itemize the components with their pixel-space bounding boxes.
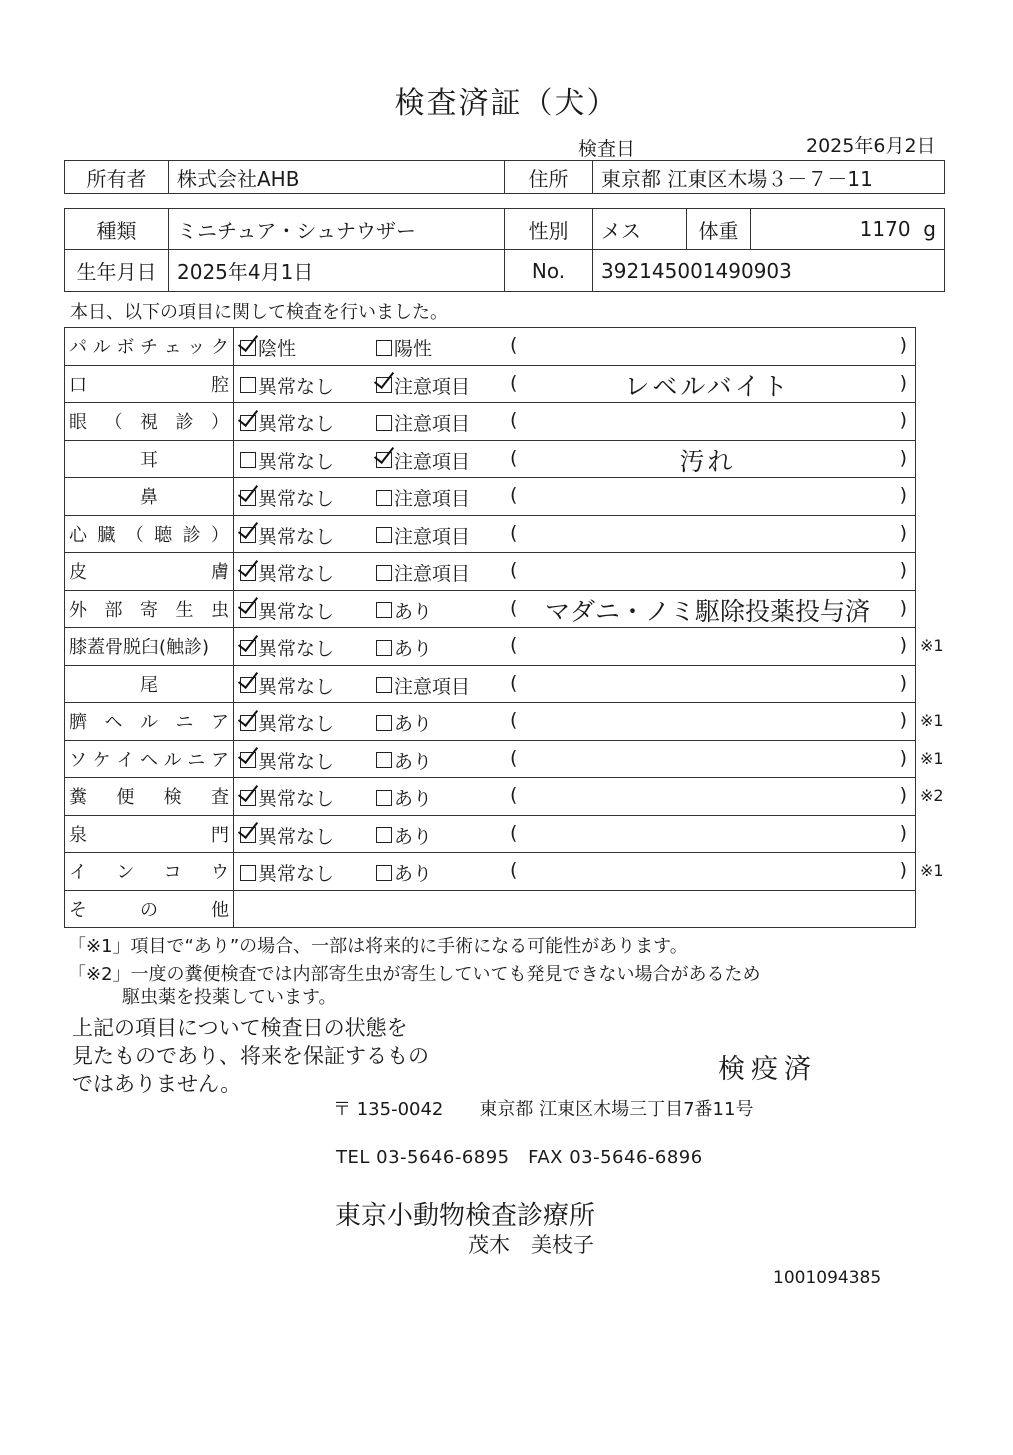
result-option-normal[interactable] <box>240 747 334 774</box>
label-char: 泉 <box>69 824 87 846</box>
birth-label: 生年月日 <box>65 250 169 292</box>
footnote-1: 「※1」項目で“あり”の場合、一部は将来的に手術になる可能性があります。 <box>68 936 688 957</box>
option-label: あり <box>394 825 433 848</box>
label-char: 耳 <box>140 449 158 471</box>
checked-box-icon[interactable] <box>240 565 256 581</box>
label-char: ン <box>116 862 135 884</box>
option-label: あり <box>394 788 433 811</box>
exam-item-label <box>65 590 234 628</box>
exam-result <box>234 553 916 591</box>
disclaimer-line: 見たものであり、将来を保証するもの <box>72 1044 429 1068</box>
result-option-finding[interactable] <box>376 597 432 624</box>
option-label: 異常なし <box>258 375 335 398</box>
option-label: 異常なし <box>258 488 335 511</box>
exam-result <box>234 890 916 928</box>
close-paren: ) <box>899 371 907 394</box>
label-char: ニ <box>175 712 194 734</box>
result-option-finding[interactable] <box>376 409 470 436</box>
footnote-2-cont: 駆虫薬を投薬しています。 <box>122 987 337 1008</box>
result-option-normal[interactable] <box>240 634 334 661</box>
checkbox-icon[interactable] <box>240 865 256 881</box>
exam-item-label <box>65 628 234 666</box>
result-option-finding[interactable] <box>376 522 470 549</box>
open-paren: ( <box>510 446 518 469</box>
breed-label: 種類 <box>65 209 169 250</box>
label-char: 虫 <box>211 599 229 621</box>
exam-item-label <box>65 440 234 478</box>
exam-row <box>65 778 916 816</box>
option-label: 異常なし <box>258 713 335 736</box>
sex-label: 性別 <box>505 209 593 250</box>
option-label: 異常なし <box>258 563 335 586</box>
label-char: 心 <box>69 524 87 546</box>
exam-item-label <box>65 665 234 703</box>
clinic-phone: TEL 03-5646-6895 FAX 03-5646-6896 <box>336 1147 703 1168</box>
disclaimer <box>72 1014 429 1098</box>
checked-box-icon[interactable] <box>240 415 256 431</box>
close-paren: ) <box>899 709 907 732</box>
option-label: 異常なし <box>258 675 335 698</box>
label-char: 口 <box>69 374 87 396</box>
disclaimer-line: ではありません。 <box>72 1072 242 1096</box>
exam-result <box>234 365 916 403</box>
exam-item-label <box>65 778 234 816</box>
label-char: ア <box>210 749 229 771</box>
label-char: ヘ <box>104 712 123 734</box>
reference-mark: ※1 <box>920 711 944 730</box>
exam-row <box>65 440 916 478</box>
label-char: ェ <box>163 337 182 359</box>
label-char: 部 <box>104 599 123 621</box>
option-label: 陽性 <box>394 338 433 361</box>
result-option-normal[interactable] <box>240 822 334 849</box>
exam-result <box>234 328 916 366</box>
label-char: パ <box>69 337 87 359</box>
result-option-normal[interactable] <box>240 334 296 361</box>
checkbox-icon[interactable] <box>240 377 256 393</box>
checkbox-icon[interactable] <box>376 865 392 881</box>
no-label: No. <box>505 250 593 292</box>
option-label: あり <box>394 750 433 773</box>
result-option-finding[interactable] <box>376 484 470 511</box>
close-paren: ) <box>899 746 907 769</box>
exam-result <box>234 440 916 478</box>
exam-row <box>65 365 916 403</box>
label-char: 検 <box>163 787 182 809</box>
label-char: 鼻 <box>140 487 158 509</box>
result-option-finding[interactable] <box>376 559 470 586</box>
remark-note: マダニ・ノミ駆除投薬投与済 <box>544 596 870 626</box>
close-paren: ) <box>899 671 907 694</box>
doctor-name: 茂木 美枝子 <box>468 1233 594 1257</box>
close-paren: ) <box>899 559 907 582</box>
result-option-finding[interactable] <box>376 747 432 774</box>
open-paren: ( <box>510 709 518 732</box>
exam-row <box>65 478 916 516</box>
option-label: 異常なし <box>258 413 335 436</box>
exam-result <box>234 853 916 891</box>
close-paren: ) <box>899 596 907 619</box>
label-char: 生 <box>175 599 194 621</box>
exam-result <box>234 628 916 666</box>
checked-box-icon[interactable] <box>240 340 256 356</box>
open-paren: ( <box>510 334 518 357</box>
remark-note: レベルバイト <box>624 371 791 401</box>
disclaimer-line: 上記の項目について検査日の状態を <box>72 1016 408 1040</box>
exam-date-label: 検査日 <box>578 138 636 160</box>
exam-row <box>65 853 916 891</box>
label-char: 他 <box>211 899 229 921</box>
open-paren: ( <box>510 671 518 694</box>
checked-box-icon[interactable] <box>240 490 256 506</box>
result-option-normal[interactable] <box>240 859 334 886</box>
option-label: 異常なし <box>258 825 335 848</box>
label-char: 診 <box>175 412 194 434</box>
owner-label: 所有者 <box>65 161 169 194</box>
result-option-finding[interactable] <box>376 334 432 361</box>
checked-box-icon[interactable] <box>240 752 256 768</box>
option-label: 異常なし <box>258 600 335 623</box>
label-char: 外 <box>69 599 87 621</box>
label-char: 尾 <box>140 674 158 696</box>
breed-value: ミニチュア・シュナウザー <box>169 209 505 250</box>
exam-row <box>65 553 916 591</box>
checkbox-icon[interactable] <box>376 490 392 506</box>
exam-row <box>65 403 916 441</box>
exam-result <box>234 403 916 441</box>
weight-value: 1170 g <box>751 209 945 250</box>
option-label: 注意項目 <box>394 450 471 473</box>
clinic-name: 東京小動物検査診療所 <box>335 1201 596 1231</box>
exam-result <box>234 778 916 816</box>
address-value: 東京都 江東区木場３－７－11 <box>593 161 945 194</box>
exam-item-label <box>65 515 234 553</box>
exam-row <box>65 665 916 703</box>
result-option-normal[interactable] <box>240 522 334 549</box>
exam-item-label <box>65 703 234 741</box>
option-label: 注意項目 <box>394 375 471 398</box>
exam-item-label <box>65 365 234 403</box>
result-option-finding[interactable] <box>376 447 470 474</box>
result-option-normal[interactable] <box>240 784 334 811</box>
label-char: 膝蓋骨脱臼(触診) <box>69 637 210 659</box>
quarantine-stamp: 検疫済 <box>718 1054 817 1085</box>
owner-table <box>64 160 945 194</box>
result-option-normal[interactable] <box>240 447 334 474</box>
exam-row <box>65 703 916 741</box>
open-paren: ( <box>510 859 518 882</box>
label-char: 門 <box>211 824 229 846</box>
open-paren: ( <box>510 371 518 394</box>
result-option-normal[interactable] <box>240 409 334 436</box>
option-label: 異常なし <box>258 525 335 548</box>
result-option-normal[interactable] <box>240 372 334 399</box>
checkbox-icon[interactable] <box>376 790 392 806</box>
exam-item-label <box>65 478 234 516</box>
exam-item-label <box>65 328 234 366</box>
owner-value: 株式会社AHB <box>169 161 505 194</box>
exam-item-label <box>65 740 234 778</box>
label-char: 寄 <box>140 599 158 621</box>
label-char: ル <box>163 749 182 771</box>
label-char: ッ <box>187 337 206 359</box>
animal-table <box>64 208 945 292</box>
clinic-address: 〒 135-0042 東京都 江東区木場三丁目7番11号 <box>333 1099 754 1120</box>
checked-box-icon[interactable] <box>240 677 256 693</box>
close-paren: ) <box>899 484 907 507</box>
open-paren: ( <box>510 596 518 619</box>
checkbox-icon[interactable] <box>376 565 392 581</box>
checked-box-icon[interactable] <box>240 790 256 806</box>
result-option-finding[interactable] <box>376 709 432 736</box>
exam-item-label <box>65 815 234 853</box>
result-option-finding[interactable] <box>376 372 470 399</box>
close-paren: ) <box>899 634 907 657</box>
label-char: ボ <box>116 337 135 359</box>
checkbox-icon[interactable] <box>376 827 392 843</box>
option-label: あり <box>394 638 433 661</box>
option-label: 異常なし <box>258 750 335 773</box>
exam-result <box>234 815 916 853</box>
reference-mark: ※1 <box>920 861 944 880</box>
checked-box-icon[interactable] <box>376 377 392 393</box>
checked-box-icon[interactable] <box>376 452 392 468</box>
open-paren: ( <box>510 521 518 544</box>
exam-item-label <box>65 890 234 928</box>
reference-mark: ※2 <box>920 786 944 805</box>
checked-box-icon[interactable] <box>240 640 256 656</box>
document-title: 検査済証（犬） <box>394 86 619 121</box>
sex-value: メス <box>593 209 687 250</box>
label-char: そ <box>69 899 87 921</box>
label-char: イ <box>116 749 135 771</box>
exam-result <box>234 740 916 778</box>
label-char: 視 <box>140 412 158 434</box>
label-char: チ <box>139 337 158 359</box>
checked-box-icon[interactable] <box>240 715 256 731</box>
open-paren: ( <box>510 409 518 432</box>
birth-value: 2025年4月1日 <box>169 250 505 292</box>
option-label: 注意項目 <box>394 563 471 586</box>
checkbox-icon[interactable] <box>376 715 392 731</box>
open-paren: ( <box>510 746 518 769</box>
open-paren: ( <box>510 559 518 582</box>
exam-item-label <box>65 853 234 891</box>
open-paren: ( <box>510 784 518 807</box>
reference-mark: ※1 <box>920 636 944 655</box>
label-char: の <box>140 899 158 921</box>
exam-row <box>65 815 916 853</box>
result-option-normal[interactable] <box>240 597 334 624</box>
exam-row <box>65 740 916 778</box>
label-char: ） <box>210 524 229 546</box>
footnote-2: 「※2」一度の糞便検査では内部寄生虫が寄生していても発見できない場合があるため <box>68 964 761 985</box>
option-label: 注意項目 <box>394 488 471 511</box>
exam-row <box>65 890 916 928</box>
checked-box-icon[interactable] <box>240 602 256 618</box>
exam-result <box>234 515 916 553</box>
result-option-finding[interactable] <box>376 859 432 886</box>
open-paren: ( <box>510 821 518 844</box>
option-label: 異常なし <box>258 450 335 473</box>
label-char: ル <box>140 712 158 734</box>
label-char: （ <box>125 524 144 546</box>
result-option-normal[interactable] <box>240 672 334 699</box>
option-label: 陰性 <box>258 338 297 361</box>
checkbox-icon[interactable] <box>376 677 392 693</box>
exam-row <box>65 515 916 553</box>
serial-number: 1001094385 <box>773 1268 882 1288</box>
checkbox-icon[interactable] <box>376 527 392 543</box>
label-char: ア <box>211 712 229 734</box>
intro-text: 本日、以下の項目に関して検査を行いました。 <box>70 302 448 323</box>
checkbox-icon[interactable] <box>376 340 392 356</box>
exam-result <box>234 665 916 703</box>
weight-label: 体重 <box>687 209 751 250</box>
exam-date: 2025年6月2日 <box>806 135 936 157</box>
label-char: （ <box>104 412 123 434</box>
remark-note: 汚れ <box>679 446 736 476</box>
exam-result <box>234 703 916 741</box>
option-label: あり <box>394 863 433 886</box>
checkbox-icon[interactable] <box>376 415 392 431</box>
exam-table <box>64 327 916 928</box>
checked-box-icon[interactable] <box>240 827 256 843</box>
label-char: ソ <box>69 749 87 771</box>
label-char: ニ <box>187 749 206 771</box>
label-char: ル <box>92 337 111 359</box>
label-char: 便 <box>116 787 135 809</box>
checkbox-icon[interactable] <box>240 452 256 468</box>
checkbox-icon[interactable] <box>376 752 392 768</box>
close-paren: ) <box>899 409 907 432</box>
label-char: 膚 <box>211 562 229 584</box>
option-label: 異常なし <box>258 638 335 661</box>
exam-result <box>234 590 916 628</box>
result-option-normal[interactable] <box>240 709 334 736</box>
label-char: コ <box>163 862 182 884</box>
checkbox-icon[interactable] <box>376 602 392 618</box>
label-char: イ <box>69 862 87 884</box>
no-value: 392145001490903 <box>593 250 945 292</box>
option-label: あり <box>394 600 433 623</box>
checked-box-icon[interactable] <box>240 527 256 543</box>
label-char: 皮 <box>69 562 87 584</box>
result-option-finding[interactable] <box>376 784 432 811</box>
label-char: ヘ <box>139 749 158 771</box>
label-char: ） <box>211 412 229 434</box>
label-char: ケ <box>92 749 111 771</box>
exam-row <box>65 628 916 666</box>
exam-row <box>65 328 916 366</box>
open-paren: ( <box>510 634 518 657</box>
option-label: 注意項目 <box>394 525 471 548</box>
option-label: 注意項目 <box>394 413 471 436</box>
result-option-finding[interactable] <box>376 822 432 849</box>
label-char: 糞 <box>69 787 87 809</box>
result-option-normal[interactable] <box>240 484 334 511</box>
option-label: あり <box>394 713 433 736</box>
close-paren: ) <box>899 521 907 544</box>
option-label: 注意項目 <box>394 675 471 698</box>
result-option-normal[interactable] <box>240 559 334 586</box>
reference-mark: ※1 <box>920 748 944 768</box>
label-char: 聴 <box>154 524 173 546</box>
close-paren: ) <box>899 821 907 844</box>
label-char: 査 <box>210 787 229 809</box>
close-paren: ) <box>899 784 907 807</box>
label-char: 臓 <box>97 524 116 546</box>
result-option-finding[interactable] <box>376 634 432 661</box>
label-char: 臍 <box>69 712 87 734</box>
label-char: 眼 <box>69 412 87 434</box>
close-paren: ) <box>899 446 907 469</box>
address-label: 住所 <box>505 161 593 194</box>
exam-row <box>65 590 916 628</box>
option-label: 異常なし <box>258 788 335 811</box>
result-option-finding[interactable] <box>376 672 470 699</box>
open-paren: ( <box>510 484 518 507</box>
label-char: 診 <box>182 524 201 546</box>
close-paren: ) <box>899 334 907 357</box>
close-paren: ) <box>899 859 907 882</box>
exam-item-label <box>65 553 234 591</box>
label-char: 腔 <box>211 374 229 396</box>
exam-result <box>234 478 916 516</box>
checkbox-icon[interactable] <box>376 640 392 656</box>
label-char: ク <box>210 337 229 359</box>
label-char: ウ <box>210 862 229 884</box>
option-label: 異常なし <box>258 863 335 886</box>
exam-item-label <box>65 403 234 441</box>
